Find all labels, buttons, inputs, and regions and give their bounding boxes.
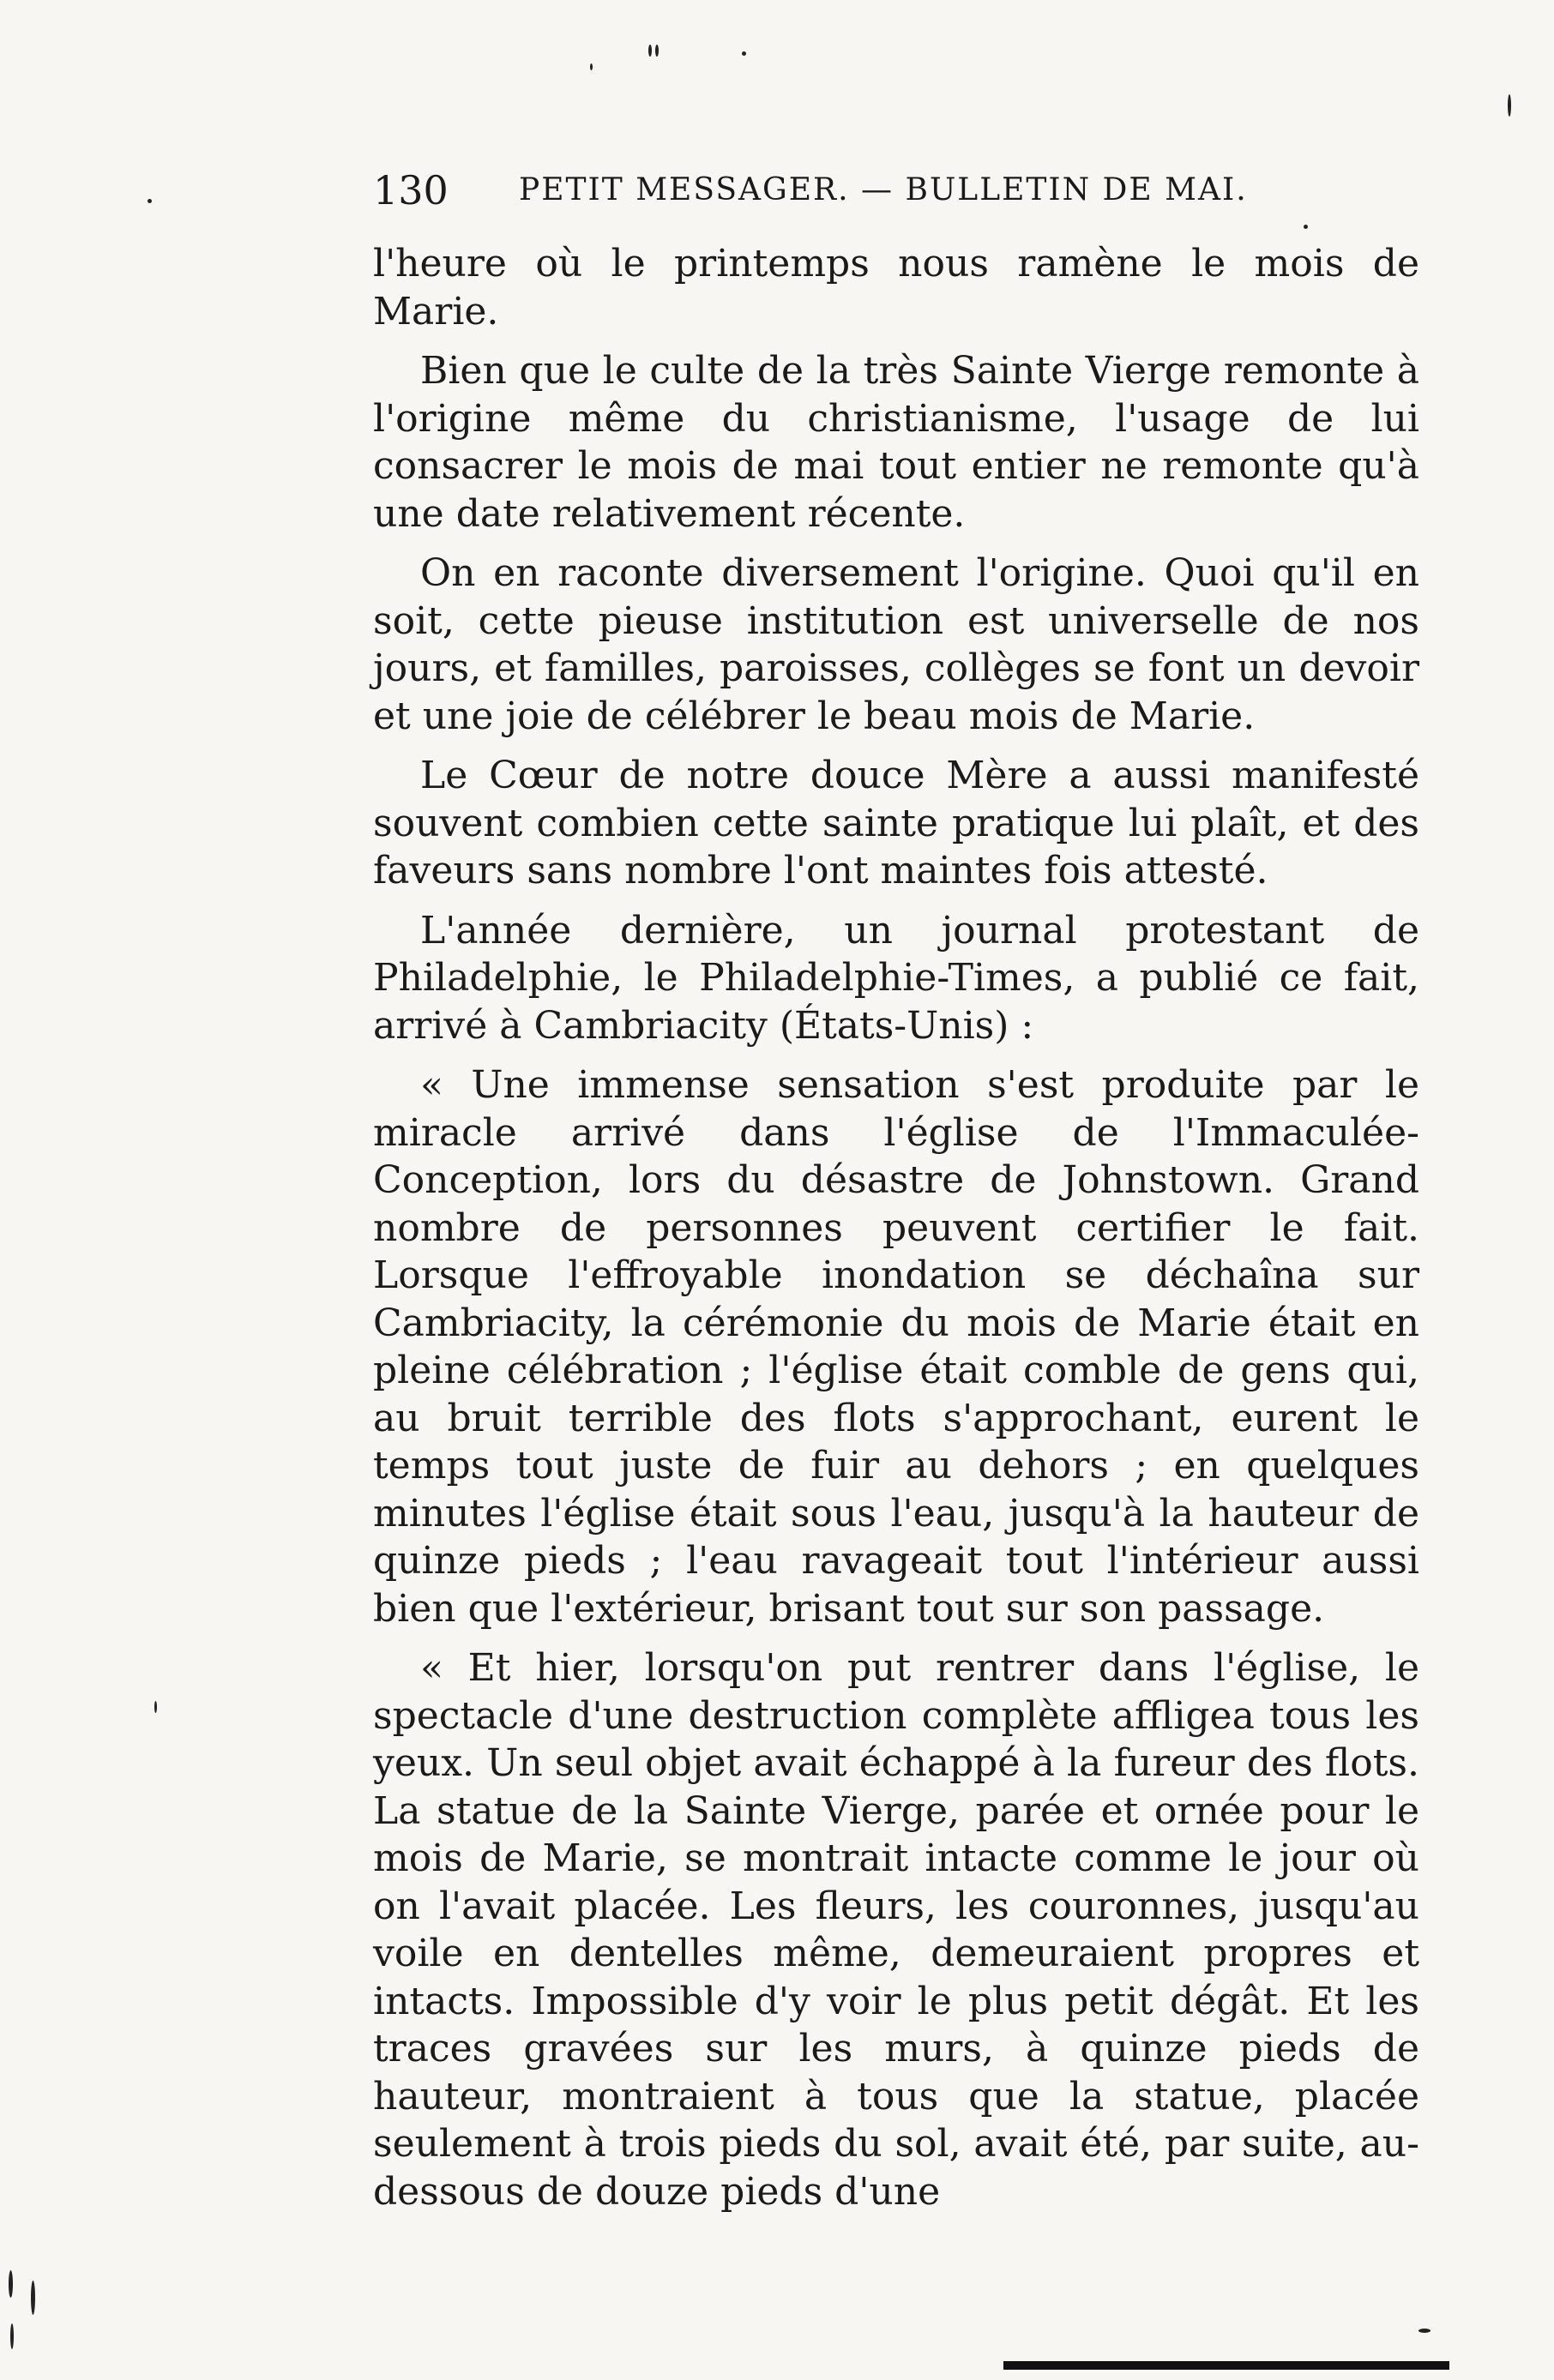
page-header: [373, 165, 1282, 216]
scan-speck: [590, 63, 593, 70]
scan-speck: [154, 1701, 157, 1713]
scan-speck: [31, 2281, 35, 2315]
scan-speck: [1304, 225, 1308, 229]
quoted-paragraph: « Une immense sensation s'est produite par le miracle arrivé dans l'église de l'Immaculée-Conception, lors du désastre de Johnstown. Grand nombre de personnes peuvent certifier le fait. Lorsque l'effroyable inondation se déchaîna sur Cambriacity, la cérémonie du mois de Marie était en pleine célébration ; l'église était comble de gens qui, au bruit terrible des flots s'approchant, eurent le temps tout juste de fuir au dehors ; en quelques minutes l'église était sous l'eau, jusqu'à la hauteur de quinze pieds ; l'eau ravageait tout l'intérieur aussi bien que l'extérieur, brisant tout sur son passage.: [373, 1063, 1419, 1631]
paragraph-continuation: l'heure où le printemps nous ramène le mois de Marie.: [373, 242, 1419, 334]
scan-speck: [742, 51, 746, 56]
scan-speck: [1508, 94, 1511, 117]
scan-speck: [10, 2323, 14, 2349]
scan-speck: [148, 199, 152, 203]
scan-speck: [1418, 2329, 1431, 2333]
paragraph: Bien que le culte de la très Sainte Vierge remonte à l'origine même du christianisme, l'usage de lui consacrer le mois de mai tout entier ne remonte qu'à une date relativement récente.: [373, 349, 1419, 536]
bottom-scan-rule: [1003, 2361, 1449, 2370]
scan-speck: [9, 2270, 13, 2298]
body-text: [373, 240, 1419, 2227]
quoted-paragraph: « Et hier, lorsqu'on put rentrer dans l'église, le spectacle d'une destruction complète affligea tous les yeux. Un seul objet avait échappé à la fureur des flots. La statue de la Sainte Vierge, parée et ornée pour le mois de Marie, se montrait intacte comme le jour où on l'avait placée. Les fleurs, les couronnes, jusqu'au voile en dentelles même, demeuraient propres et intacts. Impossible d'y voir le plus petit dégât. Et les traces gravées sur les murs, à quinze pieds de hauteur, montraient à tous que la statue, placée seulement à trois pieds du sol, avait été, par suite, au-dessous de douze pieds d'une: [373, 1646, 1419, 2214]
page-number: 130: [373, 167, 449, 213]
paragraph: L'année dernière, un journal protestant de Philadelphie, le Philadelphie-Times, a publié ce fait, arrivé à Cambriacity (États-Unis) :: [373, 908, 1419, 1048]
scan-speck: [655, 45, 659, 57]
paragraph: On en raconte diversement l'origine. Quoi qu'il en soit, cette pieuse institution est universelle de nos jours, et familles, paroisses, collèges se font un devoir et une joie de célébrer le beau mois de Marie.: [373, 551, 1419, 738]
running-title: PETIT MESSAGER. — BULLETIN DE MAI.: [519, 172, 1248, 207]
paragraph: Le Cœur de notre douce Mère a aussi manifesté souvent combien cette sainte pratique lui plaît, et des faveurs sans nombre l'ont maintes fois attesté.: [373, 754, 1419, 892]
scan-speck: [648, 45, 652, 57]
